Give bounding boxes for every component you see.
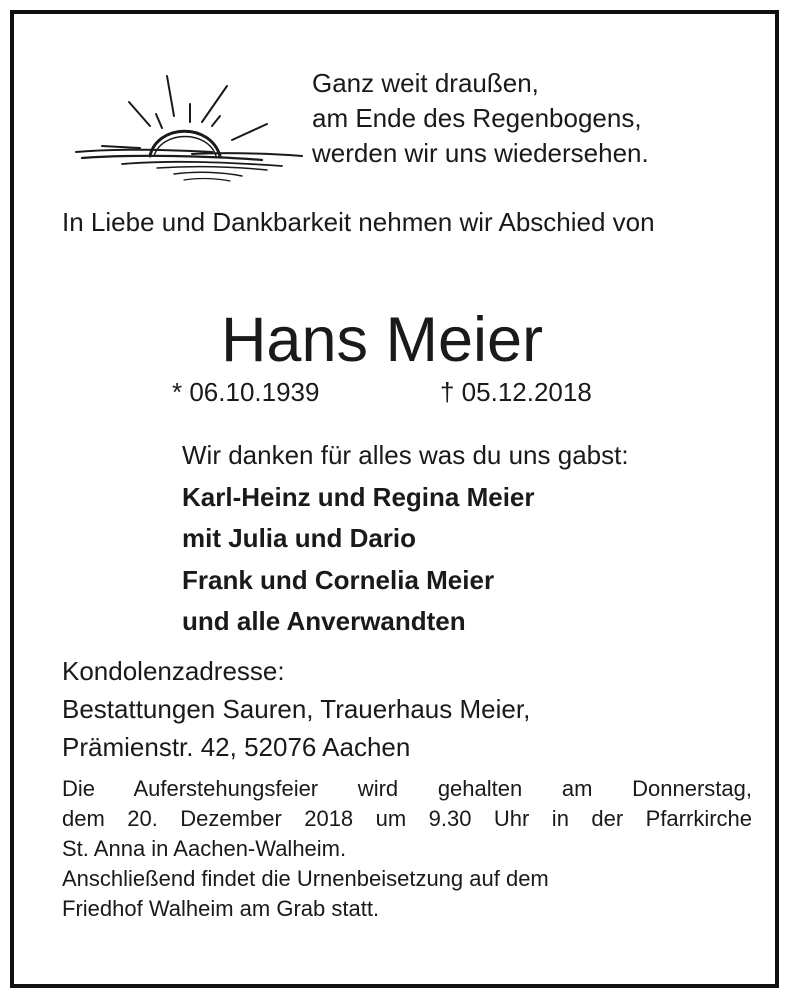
family-member-line: mit Julia und Dario — [182, 523, 417, 553]
condolence-address — [62, 652, 752, 766]
address-heading: Kondolenzadresse: — [62, 656, 285, 686]
family-section — [182, 435, 752, 643]
address-line: Prämienstr. 42, 52076 Aachen — [62, 732, 411, 762]
ceremony-line: Friedhof Walheim am Grab statt. — [62, 896, 380, 921]
death-date: † 05.12.2018 — [440, 377, 592, 407]
setting-sun-icon — [62, 64, 307, 189]
obituary-frame — [10, 10, 779, 988]
deceased-name — [14, 302, 775, 378]
family-member-line: und alle Anverwandten — [182, 606, 466, 636]
ceremony-line: St. Anna in Aachen-Walheim. — [62, 836, 347, 861]
family-member-line: Karl-Heinz und Regina Meier — [182, 481, 535, 512]
ceremony-info — [62, 774, 752, 924]
ceremony-line: Anschließend findet die Urnenbeisetzung auf dem — [62, 866, 549, 891]
family-member-line: Frank und Cornelia Meier — [182, 564, 495, 595]
intro-text: In Liebe und Dankbarkeit nehmen wir Abschied von — [62, 207, 655, 237]
motto-verse — [312, 66, 752, 171]
ceremony-line: Die Auferstehungsfeier wird gehalten am Donnerstag, — [62, 776, 752, 801]
deceased-name-text: Hans Meier — [220, 305, 544, 375]
birth-date: * 06.10.1939 — [172, 377, 320, 407]
ceremony-line: dem 20. Dezember 2018 um 9.30 Uhr in der Pfarrkirche — [62, 806, 752, 831]
address-line: Bestattungen Sauren, Trauerhaus Meier, — [62, 694, 531, 724]
motto-line: Ganz weit draußen, — [312, 68, 539, 98]
motto-line: werden wir uns wiedersehen. — [312, 138, 649, 168]
motto-line: am Ende des Regenbogens, — [312, 103, 642, 133]
thanks-line: Wir danken für alles was du uns gabst: — [182, 440, 629, 470]
